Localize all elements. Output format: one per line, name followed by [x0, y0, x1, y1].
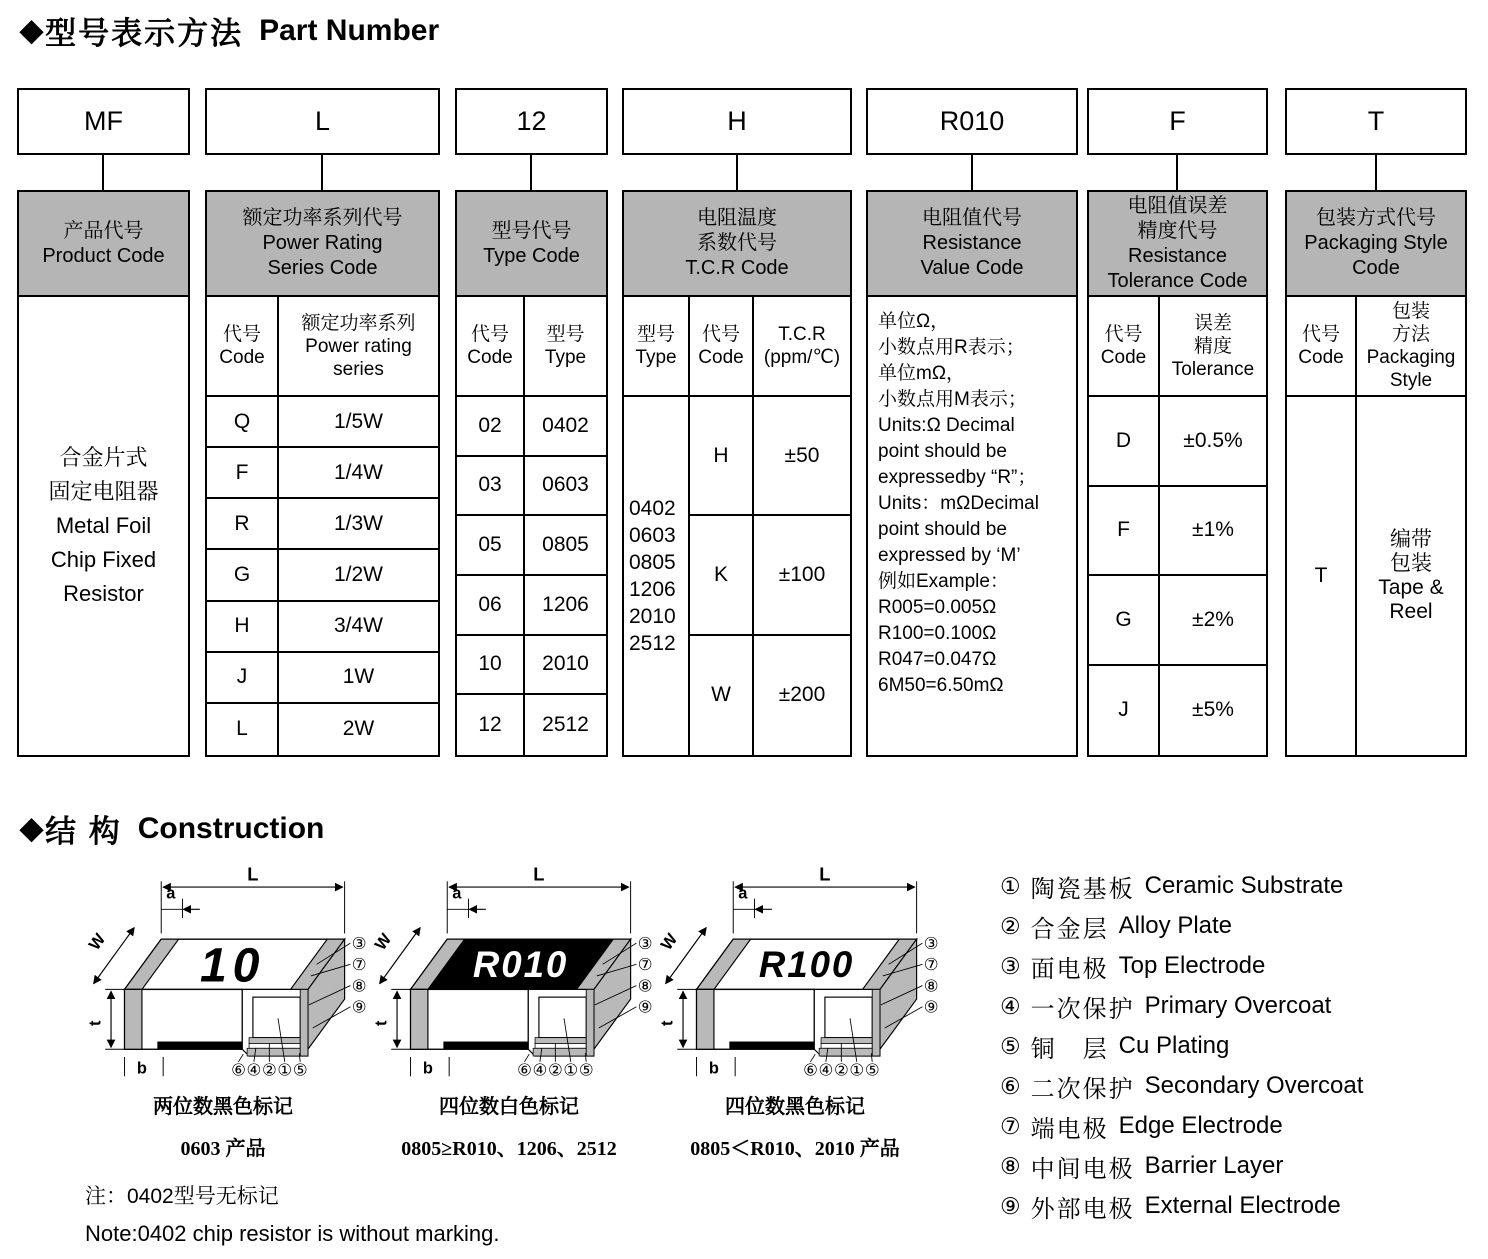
- overcoat-layer: [249, 1043, 300, 1048]
- callout-4-icon: ④: [818, 1061, 834, 1080]
- table-header-cell: [1287, 297, 1357, 397]
- header-line: 型号: [636, 324, 675, 345]
- header-line: 代号: [470, 324, 509, 345]
- connector-line: [736, 155, 738, 191]
- text-line: 2512: [629, 632, 676, 655]
- chip-caption-products: 0805＜R010、2010 产品: [690, 1138, 900, 1160]
- text-line: 固定电阻器: [48, 479, 159, 504]
- overcoat-layer: [535, 1043, 586, 1048]
- text-line: 0603: [629, 524, 676, 547]
- type-list-cell: [624, 397, 690, 755]
- code-cell: 10: [457, 636, 525, 696]
- dim-label-a: a: [452, 884, 462, 903]
- legend-item: [1000, 866, 1486, 906]
- code-cell: 02: [457, 397, 525, 457]
- connector-line: [1375, 155, 1377, 191]
- text-line: 编带: [1390, 528, 1432, 551]
- text-line: R100=0.100Ω: [878, 623, 997, 644]
- header-line: 产品代号: [63, 219, 144, 242]
- column-header-product: [17, 190, 190, 297]
- diamond-icon: ◆: [20, 811, 44, 845]
- part-number-title-zh: 型号表示方法: [45, 16, 244, 51]
- header-line: Code: [1298, 347, 1344, 368]
- chip-caption-marking-style: 两位数黑色标记: [153, 1096, 293, 1118]
- header-line: T.C.R: [778, 324, 826, 345]
- legend-item: [1000, 1106, 1486, 1146]
- column-header-tcr: [622, 190, 852, 297]
- dim-label-t: t: [86, 1020, 105, 1026]
- code-cell: W: [690, 636, 754, 755]
- legend-en: Ceramic Substrate: [1144, 872, 1344, 899]
- header-line: 代号: [701, 324, 740, 345]
- header-line: 代号: [222, 324, 261, 345]
- code-cell: K: [690, 516, 754, 635]
- header-line: Product Code: [42, 244, 165, 267]
- text-line: 2010: [629, 605, 676, 628]
- text-line: 例如Example：: [878, 571, 1009, 592]
- code-cell: H: [690, 397, 754, 516]
- code-cell: 12: [457, 695, 525, 755]
- text-line: 包装: [1390, 552, 1432, 575]
- value-cell: ±5%: [1192, 698, 1234, 722]
- code-cell: D: [1089, 397, 1160, 487]
- text-line: 小数点用M表示；: [878, 389, 1027, 410]
- value-cell: 1/5W: [279, 397, 438, 448]
- legend-item: [1000, 1026, 1486, 1066]
- legend-en: Secondary Overcoat: [1144, 1072, 1364, 1099]
- chip-drawing: [78, 862, 368, 1084]
- callout-1-icon: ①: [563, 1061, 579, 1080]
- header-line: series: [333, 358, 384, 380]
- dim-label-W: W: [657, 930, 682, 954]
- dim-label-L: L: [819, 863, 831, 885]
- circled-9-icon: ⑨: [1000, 1192, 1021, 1219]
- text-line: 合金片式: [59, 445, 148, 470]
- left-cap-front: [697, 989, 714, 1049]
- chip-marking-text: R010: [472, 943, 569, 985]
- code-box-tolerance: F: [1087, 88, 1268, 155]
- header-line: 方法: [1391, 324, 1430, 345]
- text-line: R005=0.005Ω: [878, 597, 997, 618]
- value-cell: 2010: [525, 636, 606, 696]
- dim-label-b: b: [136, 1059, 147, 1078]
- code-cell: G: [1089, 576, 1160, 666]
- text-line: point should be: [878, 519, 1007, 540]
- right-cap-front: [586, 989, 594, 1056]
- value-cell: 3/4W: [279, 602, 438, 653]
- header-line: Code: [467, 347, 513, 368]
- column-header-tolerance: [1087, 190, 1268, 297]
- connector-line: [971, 155, 973, 191]
- code-cell: F: [1089, 487, 1160, 577]
- chip-drawing: [650, 862, 940, 1084]
- callout-9-icon: ⑨: [923, 998, 939, 1017]
- header-line: Tolerance: [1171, 358, 1255, 380]
- legend-en: Barrier Layer: [1144, 1152, 1284, 1179]
- header-line: Code: [1352, 257, 1400, 279]
- dim-label-L: L: [247, 863, 259, 885]
- legend-item: [1000, 1066, 1486, 1106]
- code-cell: H: [207, 602, 279, 653]
- legend-item: [1000, 1186, 1486, 1226]
- code-cell: T: [1287, 397, 1357, 755]
- chip-diagram-white-marking: [364, 862, 654, 1084]
- tolerance-table: [1087, 295, 1268, 757]
- code-cell: 03: [457, 457, 525, 517]
- header-line: 误差: [1193, 312, 1232, 334]
- chip-marking-text: 10: [200, 938, 266, 993]
- value-cell: ±1%: [1160, 487, 1266, 577]
- callout-8-icon: ⑧: [351, 977, 367, 996]
- header-line: Packaging Style: [1304, 232, 1448, 254]
- value-cell: ±200: [778, 683, 826, 707]
- header-line: Type Code: [483, 244, 580, 267]
- circled-8-icon: ⑧: [1000, 1152, 1021, 1179]
- callout-7-icon: ⑦: [637, 956, 653, 975]
- substrate-section: [253, 997, 300, 1038]
- chip-caption-marking-style: 四位数黑色标记: [725, 1096, 865, 1118]
- legend-en: Cu Plating: [1118, 1032, 1230, 1059]
- callout-1-icon: ①: [277, 1061, 293, 1080]
- text-line: 小数点用R表示；: [878, 337, 1025, 358]
- substrate-section: [825, 997, 872, 1038]
- dim-label-t: t: [372, 1020, 391, 1026]
- value-cell: ±0.5%: [1160, 397, 1266, 487]
- table-header-cell: [624, 297, 690, 397]
- callout-3-icon: ③: [351, 934, 367, 953]
- value-cell: [1357, 397, 1465, 755]
- callout-3-icon: ③: [923, 934, 939, 953]
- header-line: 精度: [1193, 335, 1232, 357]
- legend-zh: 陶瓷基板: [1030, 875, 1135, 903]
- header-line: Power rating: [305, 335, 412, 357]
- table-header-cell: [690, 297, 754, 397]
- code-box-packaging: T: [1285, 88, 1467, 155]
- code-cell: L: [207, 704, 279, 755]
- dim-label-b: b: [422, 1059, 433, 1078]
- table-header-cell: [1089, 297, 1160, 397]
- dim-label-W: W: [371, 930, 396, 954]
- code-cell: R: [207, 499, 279, 550]
- value-cell: 1/2W: [279, 550, 438, 601]
- value-cell: ±50: [754, 397, 850, 516]
- header-line: Code: [698, 347, 744, 368]
- code-cell: J: [1089, 666, 1160, 756]
- code-cell: Q: [207, 397, 279, 448]
- code-box-rvalue: R010: [866, 88, 1078, 155]
- header-line: 系数代号: [697, 232, 777, 254]
- tcr-table: [622, 295, 852, 757]
- header-line: 代号: [1301, 324, 1340, 345]
- callout-1-icon: ①: [849, 1061, 865, 1080]
- legend-zh: 外部电极: [1030, 1195, 1135, 1223]
- circled-6-icon: ⑥: [1000, 1072, 1021, 1099]
- value-cell: ±100: [754, 516, 850, 635]
- callout-5-icon: ⑤: [578, 1061, 594, 1080]
- dim-label-b: b: [708, 1059, 719, 1078]
- alloy-layer: [821, 1038, 872, 1044]
- legend-item: [1000, 986, 1486, 1026]
- note-en: Note:0402 chip resistor is without marking.: [85, 1221, 500, 1246]
- chip-caption-products: 0603 产品: [180, 1138, 266, 1160]
- value-cell: 2512: [542, 713, 589, 737]
- circled-1-icon: ①: [1000, 872, 1021, 899]
- text-line: Chip Fixed: [50, 547, 157, 572]
- chip-diagram-black-marking: [650, 862, 940, 1084]
- value-cell: 0603: [525, 457, 606, 517]
- header-line: 电阻值代号: [922, 207, 1022, 229]
- table-header-cell: [754, 297, 850, 397]
- value-cell: 1W: [279, 653, 438, 704]
- table-header-cell: [207, 297, 279, 397]
- dim-label-a: a: [738, 884, 748, 903]
- text-line: point should be: [878, 441, 1007, 462]
- legend-zh: 铜 层: [1030, 1035, 1109, 1063]
- header-line: Tolerance Code: [1107, 269, 1248, 292]
- callout-6-icon: ⑥: [517, 1061, 532, 1080]
- right-cap-front: [300, 989, 308, 1056]
- legend-en: External Electrode: [1144, 1192, 1341, 1219]
- circled-4-icon: ④: [1000, 992, 1021, 1019]
- text-line: 6M50=6.50mΩ: [878, 675, 1004, 696]
- alloy-layer: [535, 1038, 586, 1044]
- part-number-title: [20, 8, 439, 53]
- text-line: Units:Ω Decimal: [878, 415, 1015, 436]
- note-zh: 注：0402型号无标记: [85, 1185, 279, 1208]
- header-line: Value Code: [920, 257, 1024, 279]
- legend-zh: 面电极: [1030, 955, 1109, 983]
- table-header-cell: [1357, 297, 1465, 397]
- part-number-title-en: Part Number: [259, 13, 440, 47]
- left-cap-front: [125, 989, 142, 1049]
- header-line: T.C.R Code: [685, 257, 789, 279]
- code-box-type: 12: [455, 88, 608, 155]
- circled-2-icon: ②: [1000, 912, 1021, 939]
- legend-item: [1000, 946, 1486, 986]
- code-cell: J: [207, 653, 279, 704]
- dim-label-t: t: [658, 1020, 677, 1026]
- value-cell: ±2%: [1160, 576, 1266, 666]
- table-header-cell: [1160, 297, 1266, 397]
- text-line: expressed by ‘M’: [878, 545, 1021, 566]
- right-cap-front: [872, 989, 880, 1056]
- column-header-packaging: [1285, 190, 1467, 297]
- dim-label-W: W: [85, 930, 110, 954]
- substrate-section: [539, 997, 586, 1038]
- column-header-type: [455, 190, 608, 297]
- text-line: 0402: [629, 497, 676, 520]
- header-line: Packaging: [1366, 347, 1456, 368]
- header-line: Style: [1389, 370, 1433, 391]
- header-line: Resistance: [1128, 244, 1227, 267]
- alloy-layer: [249, 1038, 300, 1044]
- column-header-rvalue: [866, 190, 1078, 297]
- construction-title: [20, 806, 324, 851]
- text-line: Metal Foil: [55, 513, 152, 538]
- header-line: 精度代号: [1137, 219, 1218, 242]
- header-line: (ppm/℃): [763, 347, 841, 368]
- legend-zh: 合金层: [1030, 915, 1109, 943]
- construction-title-zh: 结 构: [45, 814, 122, 849]
- callout-7-icon: ⑦: [351, 956, 367, 975]
- callout-9-icon: ⑨: [637, 998, 653, 1017]
- bottom-electrode-strip: [443, 1042, 528, 1050]
- legend-item: [1000, 906, 1486, 946]
- overcoat-layer: [821, 1043, 872, 1048]
- text-line: Tape &: [1378, 576, 1444, 599]
- circled-5-icon: ⑤: [1000, 1032, 1021, 1059]
- dim-label-a: a: [166, 884, 176, 903]
- legend-en: Alloy Plate: [1118, 912, 1233, 939]
- chip-drawing: [364, 862, 654, 1084]
- circled-3-icon: ③: [1000, 952, 1021, 979]
- dim-label-L: L: [533, 863, 545, 885]
- callout-9-icon: ⑨: [351, 998, 367, 1017]
- column-header-power: [205, 190, 440, 297]
- table-header-cell: [279, 297, 438, 397]
- code-box-power: L: [205, 88, 440, 155]
- value-cell: 1206: [525, 576, 606, 636]
- value-cell: 0805: [525, 516, 606, 576]
- header-line: Type: [544, 347, 587, 368]
- header-line: 包装方式代号: [1316, 207, 1436, 229]
- header-line: 额定功率系列: [301, 312, 416, 334]
- resistance-value-notes: [866, 295, 1078, 757]
- chip-marking-text: R100: [758, 943, 855, 985]
- header-line: Series Code: [267, 257, 378, 279]
- chip-caption-products: 0805≥R010、1206、2512: [401, 1138, 617, 1160]
- code-cell: 05: [457, 516, 525, 576]
- header-line: Power Rating: [262, 232, 383, 254]
- legend-en: Edge Electrode: [1118, 1112, 1283, 1139]
- value-cell: 1/3W: [279, 499, 438, 550]
- text-line: expressedby “R”；: [878, 467, 1037, 488]
- code-cell: F: [207, 448, 279, 499]
- callout-8-icon: ⑧: [923, 977, 939, 996]
- code-cell: G: [207, 550, 279, 601]
- value-cell: 0402: [525, 397, 606, 457]
- header-line: 代号: [1104, 324, 1143, 345]
- connector-line: [1176, 155, 1178, 191]
- text-line: Resistor: [63, 581, 144, 606]
- callout-5-icon: ⑤: [292, 1061, 308, 1080]
- power-rating-table: [205, 295, 440, 757]
- callout-6-icon: ⑥: [231, 1061, 246, 1080]
- legend-en: Primary Overcoat: [1144, 992, 1332, 1019]
- connector-line: [102, 155, 104, 191]
- header-line: 电阻值误差: [1127, 194, 1228, 217]
- callout-6-icon: ⑥: [803, 1061, 818, 1080]
- text-line: 1206: [629, 578, 676, 601]
- code-box-tcr: H: [622, 88, 852, 155]
- header-line: Type: [635, 347, 677, 368]
- legend-zh: 二次保护: [1030, 1075, 1135, 1103]
- header-line: Resistance: [922, 232, 1022, 254]
- bottom-electrode-strip: [157, 1042, 242, 1050]
- callout-5-icon: ⑤: [864, 1061, 880, 1080]
- text-line: R047=0.047Ω: [878, 649, 997, 670]
- callout-2-icon: ②: [833, 1061, 849, 1080]
- header-line: Code: [1100, 347, 1147, 368]
- header-line: 电阻温度: [697, 207, 777, 229]
- table-header-cell: [457, 297, 525, 397]
- connector-line: [321, 155, 323, 191]
- text-line: Units：mΩDecimal: [878, 493, 1039, 514]
- text-line: Reel: [1389, 600, 1433, 623]
- code-cell: 06: [457, 576, 525, 636]
- legend-zh: 端电极: [1030, 1115, 1109, 1143]
- diamond-icon: ◆: [20, 13, 44, 47]
- callout-3-icon: ③: [637, 934, 653, 953]
- callout-4-icon: ④: [532, 1061, 548, 1080]
- table-header-cell: [525, 297, 606, 397]
- chip-caption-marking-style: 四位数白色标记: [439, 1096, 579, 1118]
- bottom-electrode-strip: [729, 1042, 814, 1050]
- header-line: 型号代号: [491, 219, 572, 242]
- value-cell: 1/4W: [279, 448, 438, 499]
- callout-7-icon: ⑦: [923, 956, 939, 975]
- left-cap-front: [411, 989, 428, 1049]
- construction-title-en: Construction: [137, 811, 325, 845]
- header-line: Code: [219, 347, 265, 368]
- code-box-product: MF: [17, 88, 190, 155]
- legend-item: [1000, 1146, 1486, 1186]
- marking-note: [85, 1178, 500, 1252]
- circled-7-icon: ⑦: [1000, 1112, 1021, 1139]
- text-line: 单位Ω，: [878, 311, 950, 332]
- legend-zh: 一次保护: [1030, 995, 1135, 1023]
- callout-8-icon: ⑧: [637, 977, 653, 996]
- product-description-cell: [17, 295, 190, 757]
- callout-2-icon: ②: [261, 1061, 277, 1080]
- text-line: 0805: [629, 551, 676, 574]
- legend-zh: 中间电极: [1030, 1155, 1135, 1183]
- header-line: 额定功率系列代号: [242, 207, 403, 229]
- value-cell: 2W: [342, 717, 375, 741]
- connector-line: [530, 155, 532, 191]
- callout-4-icon: ④: [246, 1061, 262, 1080]
- header-line: 型号: [546, 324, 585, 345]
- callout-2-icon: ②: [547, 1061, 563, 1080]
- header-line: 包装: [1391, 301, 1430, 322]
- construction-legend: [1000, 866, 1486, 1226]
- packaging-table: [1285, 295, 1467, 757]
- text-line: 单位mΩ，: [878, 363, 966, 384]
- legend-en: Top Electrode: [1118, 952, 1266, 979]
- chip-diagram-0603: [78, 862, 368, 1084]
- type-code-table: [455, 295, 608, 757]
